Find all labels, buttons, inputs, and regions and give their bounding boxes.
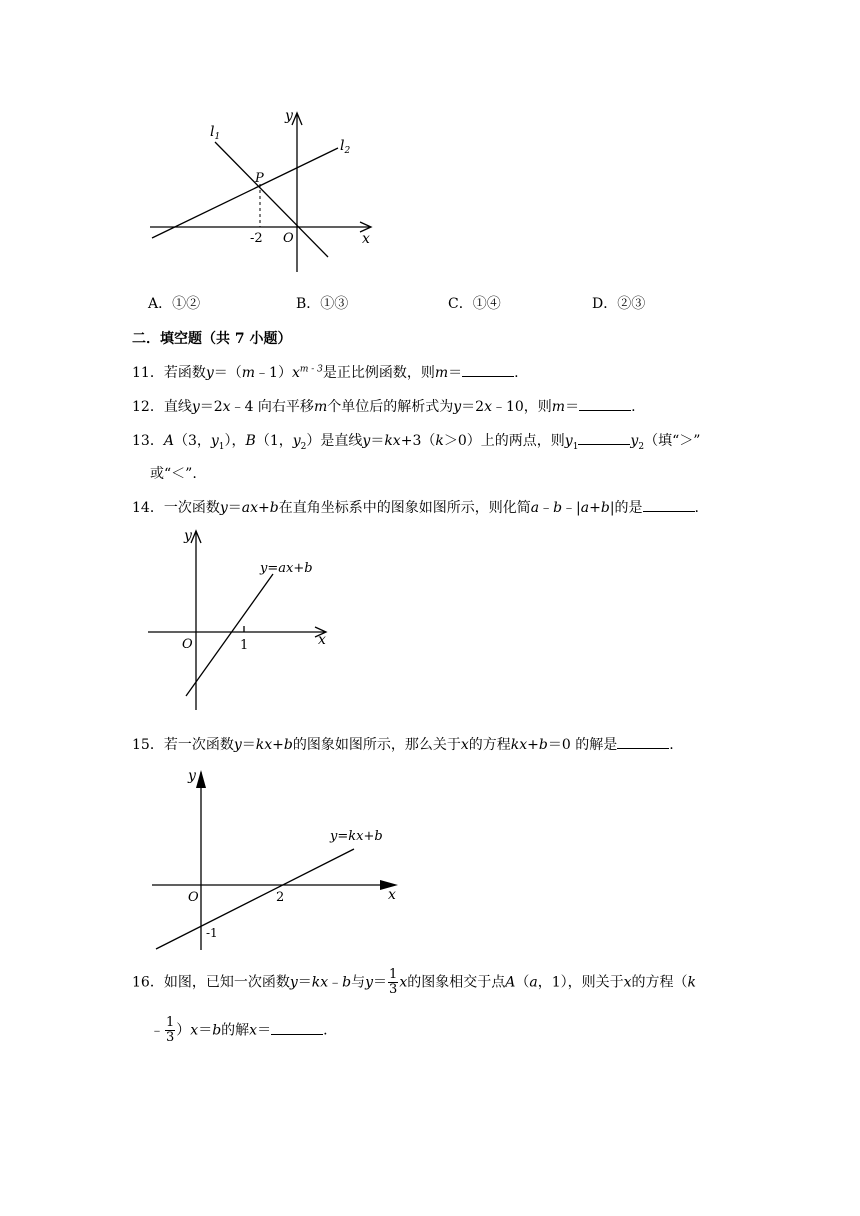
choice-c: C．①④ bbox=[448, 296, 501, 312]
choice-b: B．①③ bbox=[296, 296, 349, 312]
label-x: x bbox=[318, 632, 326, 648]
label-p: P bbox=[255, 171, 264, 186]
label-l1: $l_1$ bbox=[210, 124, 221, 142]
answer-blank[interactable] bbox=[578, 432, 630, 445]
question-11: 11．若函数$y=(m﹣1)x^{m - 3}$是正比例函数，则m＝ . bbox=[132, 364, 519, 381]
label-x: x bbox=[388, 887, 396, 903]
question-13-line2: 或“＜”. bbox=[150, 466, 197, 482]
label-2: 2 bbox=[276, 890, 285, 905]
question-16: 16．如图，已知一次函数y＝kx﹣b与y＝ $\frac{1}{3}$ x的图象相交于点A（a，1），则关于x的方程（k bbox=[132, 967, 697, 997]
answer-blank[interactable] bbox=[579, 398, 631, 411]
choice-a: A．①② bbox=[148, 296, 201, 312]
section-title: 二．填空题（共 7 小题） bbox=[132, 331, 292, 347]
label-y: y bbox=[184, 528, 192, 544]
label-o: O bbox=[283, 231, 294, 246]
answer-blank[interactable] bbox=[462, 364, 514, 377]
y-axis-arrow bbox=[196, 770, 206, 788]
question-16-line2: ﹣ $\frac{1}{3}$ ）x＝b的解x＝ . bbox=[150, 1015, 328, 1045]
label-neg2: -2 bbox=[250, 231, 263, 246]
answer-blank[interactable] bbox=[643, 499, 695, 512]
graph-line bbox=[186, 574, 273, 696]
fraction-one-third: $\frac{1}{3}$ bbox=[166, 1015, 175, 1045]
label-o: O bbox=[182, 637, 193, 652]
line-l2 bbox=[152, 148, 338, 238]
label-neg1: -1 bbox=[206, 926, 218, 940]
label-function: y=ax+b bbox=[260, 561, 313, 576]
question-14: 14．一次函数y＝ax+b在直角坐标系中的图象如图所示，则化简a﹣b﹣|a+b|的是 . bbox=[132, 500, 699, 516]
figure-line-ax-b bbox=[140, 522, 340, 717]
label-x: x bbox=[362, 231, 370, 247]
answer-blank[interactable] bbox=[617, 736, 669, 749]
figure-line-kx-b bbox=[140, 760, 420, 955]
graph-line bbox=[156, 849, 354, 949]
label-o: O bbox=[188, 890, 199, 905]
figure-two-lines bbox=[140, 100, 390, 280]
question-12: 12．直线y＝2x﹣4 向右平移m个单位后的解析式为y＝2x﹣10，则m＝ . bbox=[132, 399, 636, 415]
label-y: y bbox=[188, 768, 196, 784]
label-1: 1 bbox=[240, 638, 249, 653]
choice-d: D．②③ bbox=[592, 296, 646, 312]
label-y: y bbox=[285, 108, 293, 124]
label-l2: $l_2$ bbox=[340, 138, 351, 156]
fraction-one-third: $\frac{1}{3}$ bbox=[389, 967, 398, 997]
question-15: 15．若一次函数y＝kx+b的图象如图所示，那么关于x的方程kx+b＝0 的解是 . bbox=[132, 737, 674, 753]
answer-blank[interactable] bbox=[271, 1022, 323, 1035]
question-13: 13．A（3，$y_1$），B（1，$y_2$）是直线y＝kx+3（k＞0）上的两点，则$y_1$ $y_2$（填“＞” bbox=[132, 433, 701, 452]
label-function: y=kx+b bbox=[330, 829, 383, 844]
